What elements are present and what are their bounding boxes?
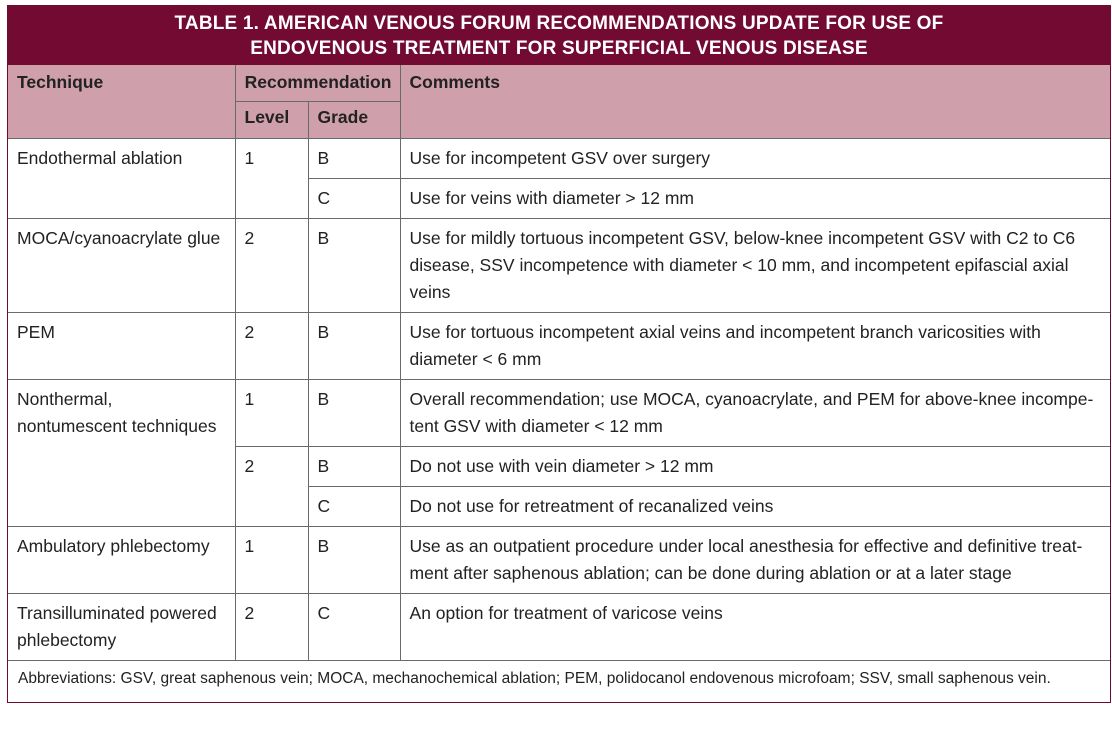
comment-cell: Use for veins with diameter > 12 mm bbox=[400, 179, 1110, 219]
grade-cell: B bbox=[308, 139, 400, 179]
header-recommendation: Recommendation bbox=[235, 65, 400, 102]
comment-cell: Overall recommendation; use MOCA, cyanoacrylate, and PEM for above-knee incompe-tent GSV with diameter < 12 mm bbox=[400, 380, 1110, 447]
table-row bbox=[8, 380, 1110, 447]
abbreviations-note: Abbreviations: GSV, great saphenous vein; MOCA, mechanochemical ablation; PEM, polidocanol endovenous microfoam; SSV, small saphenous vein. bbox=[8, 661, 1110, 703]
level-cell: 1 bbox=[235, 139, 308, 219]
technique-cell: Transilluminated powered phlebectomy bbox=[8, 594, 235, 661]
level-cell: 2 bbox=[235, 219, 308, 313]
technique-cell: MOCA/cyanoacrylate glue bbox=[8, 219, 235, 313]
header-comments: Comments bbox=[400, 65, 1110, 139]
header-technique: Technique bbox=[8, 65, 235, 139]
recommendations-table bbox=[8, 65, 1110, 702]
comment-cell: Do not use with vein diameter > 12 mm bbox=[400, 447, 1110, 487]
table-title-line-1: TABLE 1. AMERICAN VENOUS FORUM RECOMMENDATIONS UPDATE FOR USE OF bbox=[174, 13, 944, 34]
header-level: Level bbox=[235, 102, 308, 139]
grade-cell: B bbox=[308, 313, 400, 380]
grade-cell: B bbox=[308, 527, 400, 594]
grade-cell: C bbox=[308, 487, 400, 527]
technique-cell: Ambulatory phlebectomy bbox=[8, 527, 235, 594]
comment-cell: Use as an outpatient procedure under local anesthesia for effective and definitive treat-ment after saphenous ablation; can be done during ablation or at a later stage bbox=[400, 527, 1110, 594]
table-title bbox=[8, 6, 1110, 65]
level-cell: 1 bbox=[235, 380, 308, 447]
comment-cell: Use for tortuous incompetent axial veins and incompetent branch varicosities with diameter < 6 mm bbox=[400, 313, 1110, 380]
level-cell: 2 bbox=[235, 594, 308, 661]
recommendations-table-figure bbox=[7, 5, 1111, 703]
table-row bbox=[8, 139, 1110, 179]
grade-cell: C bbox=[308, 179, 400, 219]
level-cell: 1 bbox=[235, 527, 308, 594]
header-grade: Grade bbox=[308, 102, 400, 139]
table-row bbox=[8, 527, 1110, 594]
comment-cell: Use for mildly tortuous incompetent GSV, below-knee incompetent GSV with C2 to C6 disease, SSV incompetence with diameter < 10 mm, and incompetent epifascial axial veins bbox=[400, 219, 1110, 313]
table-row bbox=[8, 594, 1110, 661]
level-cell: 2 bbox=[235, 447, 308, 527]
technique-cell: Endothermal ablation bbox=[8, 139, 235, 219]
footer-row bbox=[8, 661, 1110, 703]
grade-cell: B bbox=[308, 219, 400, 313]
grade-cell: B bbox=[308, 447, 400, 487]
table-row bbox=[8, 313, 1110, 380]
table-title-line-2: ENDOVENOUS TREATMENT FOR SUPERFICIAL VENOUS DISEASE bbox=[250, 38, 868, 59]
grade-cell: C bbox=[308, 594, 400, 661]
technique-cell: PEM bbox=[8, 313, 235, 380]
comment-cell: An option for treatment of varicose veins bbox=[400, 594, 1110, 661]
table-row bbox=[8, 219, 1110, 313]
grade-cell: B bbox=[308, 380, 400, 447]
technique-cell: Nonthermal, nontumescent techniques bbox=[8, 380, 235, 527]
comment-cell: Use for incompetent GSV over surgery bbox=[400, 139, 1110, 179]
level-cell: 2 bbox=[235, 313, 308, 380]
comment-cell: Do not use for retreatment of recanalized veins bbox=[400, 487, 1110, 527]
